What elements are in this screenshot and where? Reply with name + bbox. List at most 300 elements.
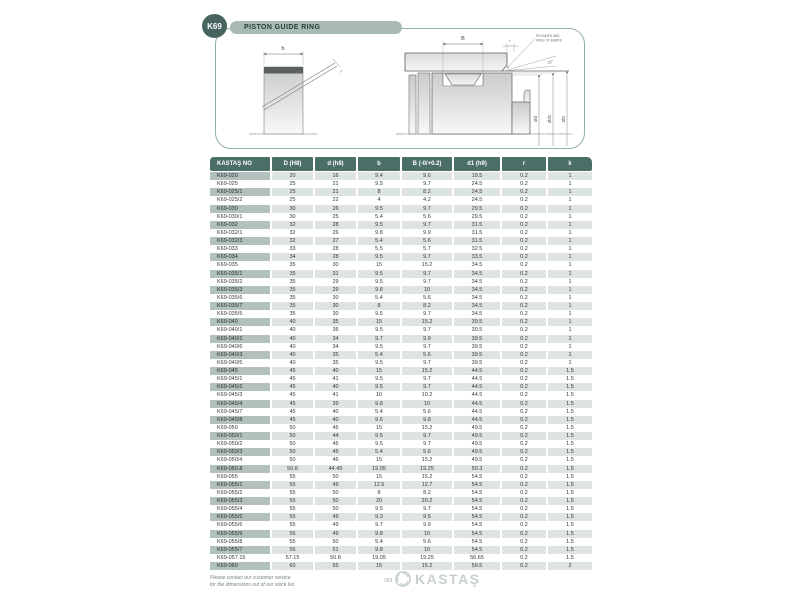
- value-cell: 0.2: [502, 205, 546, 213]
- value-cell: 45: [272, 400, 313, 408]
- table-row: [210, 229, 592, 237]
- value-cell: 19.25: [402, 465, 452, 473]
- value-cell: 39.5: [454, 343, 500, 351]
- value-cell: 1: [548, 270, 592, 278]
- value-cell: 9.7: [402, 383, 452, 391]
- value-cell: 9.7: [402, 253, 452, 261]
- value-cell: 50.8: [272, 465, 313, 473]
- value-cell: 0.2: [502, 343, 546, 351]
- value-cell: 39.5: [454, 351, 500, 359]
- value-cell: 20: [358, 497, 400, 505]
- value-cell: 40: [315, 367, 356, 375]
- table-row: [210, 253, 592, 261]
- value-cell: 45: [272, 391, 313, 399]
- table-row: [210, 456, 592, 464]
- footer-note-line2: for the dimensions out of our stock list.: [210, 582, 296, 588]
- value-cell: 1: [548, 245, 592, 253]
- value-cell: 5.4: [358, 294, 400, 302]
- value-cell: 44.45: [315, 465, 356, 473]
- value-cell: 1: [548, 188, 592, 196]
- dim-label-b: b: [281, 46, 285, 52]
- value-cell: 9.7: [402, 505, 452, 513]
- value-cell: 5.4: [358, 448, 400, 456]
- value-cell: 55: [272, 489, 313, 497]
- value-cell: 49: [315, 521, 356, 529]
- value-cell: 8: [358, 302, 400, 310]
- value-cell: 45: [272, 375, 313, 383]
- value-cell: 9.9: [402, 521, 452, 529]
- value-cell: 24.5: [454, 188, 500, 196]
- part-number-cell: K69-040/6: [210, 343, 270, 351]
- value-cell: 9.6: [358, 416, 400, 424]
- value-cell: 34.5: [454, 302, 500, 310]
- value-cell: 25: [272, 180, 313, 188]
- value-cell: 28: [315, 221, 356, 229]
- table-row: [210, 205, 592, 213]
- value-cell: 5.4: [358, 237, 400, 245]
- value-cell: 44.5: [454, 400, 500, 408]
- value-cell: 1: [548, 326, 592, 334]
- value-cell: 1.5: [548, 408, 592, 416]
- dim-label-od1: Ød1: [547, 114, 552, 124]
- value-cell: 39.5: [454, 359, 500, 367]
- value-cell: 55: [272, 513, 313, 521]
- value-cell: 1: [548, 180, 592, 188]
- value-cell: 12.7: [402, 481, 452, 489]
- value-cell: 1.5: [548, 489, 592, 497]
- column-header: k: [548, 157, 592, 171]
- value-cell: 4: [358, 196, 400, 204]
- value-cell: 55: [272, 538, 313, 546]
- value-cell: 1: [548, 253, 592, 261]
- angle-label: 15°: [547, 59, 554, 65]
- part-number-cell: K69-055/6: [210, 521, 270, 529]
- table-row: [210, 343, 592, 351]
- value-cell: 30: [315, 294, 356, 302]
- value-cell: 49: [315, 481, 356, 489]
- value-cell: 0.2: [502, 424, 546, 432]
- part-number-cell: K69-033: [210, 245, 270, 253]
- value-cell: 27: [315, 237, 356, 245]
- value-cell: 1: [548, 229, 592, 237]
- value-cell: 25: [272, 196, 313, 204]
- table-row: [210, 538, 592, 546]
- table-row: [210, 521, 592, 529]
- table-row: [210, 351, 592, 359]
- value-cell: 35: [272, 278, 313, 286]
- value-cell: 45: [272, 408, 313, 416]
- table-row: [210, 554, 592, 562]
- table-row: [210, 481, 592, 489]
- value-cell: 44.5: [454, 416, 500, 424]
- value-cell: 39.5: [454, 335, 500, 343]
- value-cell: 1.5: [548, 521, 592, 529]
- value-cell: 1: [548, 294, 592, 302]
- value-cell: 15: [358, 424, 400, 432]
- dim-label-oD: ØD: [561, 115, 566, 123]
- value-cell: 1.5: [548, 440, 592, 448]
- value-cell: 50.8: [315, 554, 356, 562]
- value-cell: 35: [315, 318, 356, 326]
- table-row: [210, 489, 592, 497]
- value-cell: 32: [272, 221, 313, 229]
- value-cell: 39.5: [454, 326, 500, 334]
- value-cell: 9.7: [402, 270, 452, 278]
- part-number-cell: K69-055/3: [210, 497, 270, 505]
- value-cell: 0.2: [502, 229, 546, 237]
- value-cell: 49.5: [454, 440, 500, 448]
- value-cell: 9.5: [358, 278, 400, 286]
- value-cell: 1: [548, 286, 592, 294]
- value-cell: 55: [315, 562, 356, 570]
- value-cell: 1.5: [548, 505, 592, 513]
- value-cell: 9.7: [402, 326, 452, 334]
- value-cell: 1.5: [548, 424, 592, 432]
- table-row: [210, 432, 592, 440]
- table-row: [210, 497, 592, 505]
- table-row: [210, 278, 592, 286]
- value-cell: 45: [272, 383, 313, 391]
- value-cell: 15: [358, 367, 400, 375]
- value-cell: 54.5: [454, 546, 500, 554]
- value-cell: 50: [315, 497, 356, 505]
- part-number-cell: K69-050: [210, 424, 270, 432]
- value-cell: 15.2: [402, 261, 452, 269]
- part-number-cell: K69-055/1: [210, 481, 270, 489]
- value-cell: 0.2: [502, 546, 546, 554]
- value-cell: 29.5: [454, 213, 500, 221]
- column-header: KASTAŞ NO: [210, 157, 270, 171]
- value-cell: 9.7: [358, 521, 400, 529]
- value-cell: 9.5: [358, 375, 400, 383]
- value-cell: 0.2: [502, 530, 546, 538]
- part-number-cell: K69-032/3: [210, 237, 270, 245]
- table-row: [210, 505, 592, 513]
- table-row: [210, 326, 592, 334]
- value-cell: 45: [315, 424, 356, 432]
- value-cell: 34.5: [454, 286, 500, 294]
- value-cell: 0.2: [502, 188, 546, 196]
- value-cell: 0.2: [502, 481, 546, 489]
- value-cell: 15: [358, 318, 400, 326]
- part-number-cell: K69-030/1: [210, 213, 270, 221]
- value-cell: 1.5: [548, 375, 592, 383]
- value-cell: 35: [272, 261, 313, 269]
- value-cell: 0.2: [502, 318, 546, 326]
- table-row: [210, 473, 592, 481]
- value-cell: 16: [315, 172, 356, 180]
- value-cell: 34: [272, 253, 313, 261]
- table-row: [210, 188, 592, 196]
- value-cell: 50: [272, 424, 313, 432]
- value-cell: 30: [272, 213, 313, 221]
- value-cell: 1: [548, 261, 592, 269]
- value-cell: 0.2: [502, 513, 546, 521]
- table-row: [210, 261, 592, 269]
- value-cell: 50: [272, 440, 313, 448]
- part-number-cell: K69-050/2: [210, 440, 270, 448]
- table-row: [210, 318, 592, 326]
- value-cell: 32: [272, 229, 313, 237]
- value-cell: 9.7: [402, 343, 452, 351]
- value-cell: 33: [272, 245, 313, 253]
- column-header: r: [502, 157, 546, 171]
- value-cell: 1: [548, 196, 592, 204]
- part-number-cell: K69-025/1: [210, 188, 270, 196]
- table-row: [210, 546, 592, 554]
- ring-top-band: [264, 67, 303, 74]
- value-cell: 15.2: [402, 367, 452, 375]
- footer-note: [210, 575, 295, 589]
- table-row: [210, 221, 592, 229]
- part-number-cell: K69-025: [210, 180, 270, 188]
- value-cell: 49.5: [454, 448, 500, 456]
- value-cell: 0.2: [502, 456, 546, 464]
- value-cell: 34.5: [454, 310, 500, 318]
- table-row: [210, 440, 592, 448]
- value-cell: 9.5: [358, 505, 400, 513]
- value-cell: 1.5: [548, 456, 592, 464]
- value-cell: 44.5: [454, 383, 500, 391]
- value-cell: 1.5: [548, 367, 592, 375]
- footer-note-line1: Please contact our customer service: [210, 575, 291, 581]
- value-cell: 8.2: [402, 302, 452, 310]
- kastas-logo-icon: [394, 570, 412, 588]
- value-cell: 54.5: [454, 538, 500, 546]
- value-cell: 5.6: [402, 408, 452, 416]
- table-row: [210, 302, 592, 310]
- value-cell: 9.7: [402, 359, 452, 367]
- value-cell: 9.5: [358, 205, 400, 213]
- value-cell: 15.2: [402, 424, 452, 432]
- part-number-cell: K69-045/3: [210, 391, 270, 399]
- value-cell: 0.2: [502, 180, 546, 188]
- value-cell: 50: [315, 489, 356, 497]
- value-cell: 40: [272, 335, 313, 343]
- value-cell: 0.2: [502, 416, 546, 424]
- value-cell: 40: [315, 408, 356, 416]
- value-cell: 9.5: [358, 180, 400, 188]
- value-cell: 54.5: [454, 497, 500, 505]
- value-cell: 44.5: [454, 375, 500, 383]
- value-cell: 0.2: [502, 294, 546, 302]
- table-row: [210, 172, 592, 180]
- value-cell: 9.8: [358, 530, 400, 538]
- value-cell: 1.5: [548, 383, 592, 391]
- value-cell: 21: [315, 188, 356, 196]
- value-cell: 5.7: [402, 245, 452, 253]
- part-number-cell: K69-055: [210, 473, 270, 481]
- part-number-cell: K69-045/4: [210, 400, 270, 408]
- value-cell: 31: [315, 270, 356, 278]
- value-cell: 0.2: [502, 538, 546, 546]
- value-cell: 54.5: [454, 530, 500, 538]
- value-cell: 19.05: [358, 465, 400, 473]
- value-cell: 1.5: [548, 448, 592, 456]
- value-cell: 10: [358, 391, 400, 399]
- value-cell: 0.2: [502, 440, 546, 448]
- value-cell: 1: [548, 359, 592, 367]
- value-cell: 50: [272, 448, 313, 456]
- value-cell: 35: [272, 302, 313, 310]
- value-cell: 55: [272, 505, 313, 513]
- value-cell: 1.5: [548, 473, 592, 481]
- part-number-cell: K69-055/7: [210, 546, 270, 554]
- value-cell: 9.7: [402, 221, 452, 229]
- value-cell: 44.5: [454, 391, 500, 399]
- value-cell: 40: [315, 416, 356, 424]
- value-cell: 45: [272, 416, 313, 424]
- value-cell: 49: [315, 530, 356, 538]
- table-row: [210, 286, 592, 294]
- value-cell: 60: [272, 562, 313, 570]
- value-cell: 5.4: [358, 213, 400, 221]
- value-cell: 9.7: [402, 432, 452, 440]
- part-number-cell: K69-055/2: [210, 489, 270, 497]
- value-cell: 0.2: [502, 521, 546, 529]
- part-number-cell: K69-035/6: [210, 294, 270, 302]
- value-cell: 20.2: [402, 497, 452, 505]
- value-cell: 1: [548, 172, 592, 180]
- value-cell: 9.5: [358, 440, 400, 448]
- table-row: [210, 375, 592, 383]
- table-row: [210, 513, 592, 521]
- table-body: [210, 172, 592, 570]
- page-title: PISTON GUIDE RING: [230, 21, 402, 34]
- value-cell: 0.2: [502, 253, 546, 261]
- part-number-cell: K69-030: [210, 205, 270, 213]
- value-cell: 0.2: [502, 286, 546, 294]
- value-cell: 55: [272, 521, 313, 529]
- part-number-cell: K69-045/7: [210, 408, 270, 416]
- value-cell: 32.5: [454, 245, 500, 253]
- value-cell: 9.4: [358, 172, 400, 180]
- value-cell: 9.5: [358, 253, 400, 261]
- value-cell: 35: [272, 270, 313, 278]
- value-cell: 31.5: [454, 229, 500, 237]
- part-number-cell: K69-055/9: [210, 530, 270, 538]
- value-cell: 50: [272, 456, 313, 464]
- value-cell: 30: [272, 205, 313, 213]
- value-cell: 9.8: [358, 400, 400, 408]
- note-rounded-line1: ROUNDED AND: [536, 34, 560, 38]
- value-cell: 0.2: [502, 432, 546, 440]
- value-cell: 2: [548, 562, 592, 570]
- value-cell: 9.5: [358, 383, 400, 391]
- value-cell: 0.2: [502, 326, 546, 334]
- value-cell: 32: [272, 237, 313, 245]
- value-cell: 1.5: [548, 538, 592, 546]
- value-cell: 9.7: [358, 335, 400, 343]
- dimensions-table: [210, 157, 592, 570]
- value-cell: 49.5: [454, 456, 500, 464]
- value-cell: 0.2: [502, 237, 546, 245]
- value-cell: 49.5: [454, 424, 500, 432]
- value-cell: 54.5: [454, 505, 500, 513]
- series-badge: K69: [202, 14, 227, 38]
- value-cell: 0.2: [502, 213, 546, 221]
- value-cell: 0.2: [502, 359, 546, 367]
- value-cell: 9.8: [358, 229, 400, 237]
- part-number-cell: K69-045/1: [210, 375, 270, 383]
- value-cell: 5.6: [402, 294, 452, 302]
- part-number-cell: K69-035/2: [210, 278, 270, 286]
- value-cell: 8: [358, 489, 400, 497]
- value-cell: 29.5: [454, 205, 500, 213]
- brand-name: KASTAŞ: [415, 571, 481, 587]
- part-number-cell: K69-045/8: [210, 416, 270, 424]
- table-row: [210, 270, 592, 278]
- table-row: [210, 196, 592, 204]
- note-rounded-line2: FREE OF BURRS: [536, 38, 562, 43]
- value-cell: 8.2: [402, 489, 452, 497]
- value-cell: 25: [315, 213, 356, 221]
- value-cell: 19.5: [454, 172, 500, 180]
- value-cell: 26: [315, 205, 356, 213]
- part-number-cell: K69-057.15: [210, 554, 270, 562]
- value-cell: 1.5: [548, 416, 592, 424]
- value-cell: 1: [548, 237, 592, 245]
- part-number-cell: K69-034: [210, 253, 270, 261]
- value-cell: 1: [548, 302, 592, 310]
- value-cell: 1.5: [548, 391, 592, 399]
- table-row: [210, 180, 592, 188]
- table-row: [210, 367, 592, 375]
- table-row: [210, 383, 592, 391]
- value-cell: 0.2: [502, 302, 546, 310]
- value-cell: 0.2: [502, 375, 546, 383]
- value-cell: 0.2: [502, 391, 546, 399]
- table-row: [210, 237, 592, 245]
- dim-label-B: B: [461, 36, 465, 42]
- value-cell: 9.3: [358, 513, 400, 521]
- value-cell: 39.5: [454, 318, 500, 326]
- part-number-cell: K69-050/4: [210, 456, 270, 464]
- value-cell: 19.05: [358, 554, 400, 562]
- value-cell: 9.8: [402, 416, 452, 424]
- value-cell: 1.5: [548, 546, 592, 554]
- table-row: [210, 213, 592, 221]
- part-number-cell: K69-040/5: [210, 359, 270, 367]
- value-cell: 8.2: [402, 188, 452, 196]
- value-cell: 9.5: [358, 270, 400, 278]
- value-cell: 15: [358, 562, 400, 570]
- value-cell: 44.5: [454, 408, 500, 416]
- table-row: [210, 448, 592, 456]
- value-cell: 5.4: [358, 538, 400, 546]
- value-cell: 0.2: [502, 465, 546, 473]
- table-row: [210, 530, 592, 538]
- value-cell: 1: [548, 213, 592, 221]
- technical-drawings: [216, 29, 584, 148]
- value-cell: 50: [315, 505, 356, 513]
- value-cell: 1.5: [548, 530, 592, 538]
- part-number-cell: K69-040/1: [210, 326, 270, 334]
- value-cell: 1: [548, 318, 592, 326]
- value-cell: 59.5: [454, 562, 500, 570]
- column-header: B (-0/+0.2): [402, 157, 452, 171]
- part-number-cell: K69-055/8: [210, 538, 270, 546]
- value-cell: 54.5: [454, 481, 500, 489]
- value-cell: 0.2: [502, 270, 546, 278]
- table-row: [210, 465, 592, 473]
- part-number-cell: K69-035/3: [210, 286, 270, 294]
- value-cell: 0.2: [502, 196, 546, 204]
- value-cell: 9.7: [402, 440, 452, 448]
- value-cell: 20: [272, 172, 313, 180]
- value-cell: 15: [358, 473, 400, 481]
- table-row: [210, 408, 592, 416]
